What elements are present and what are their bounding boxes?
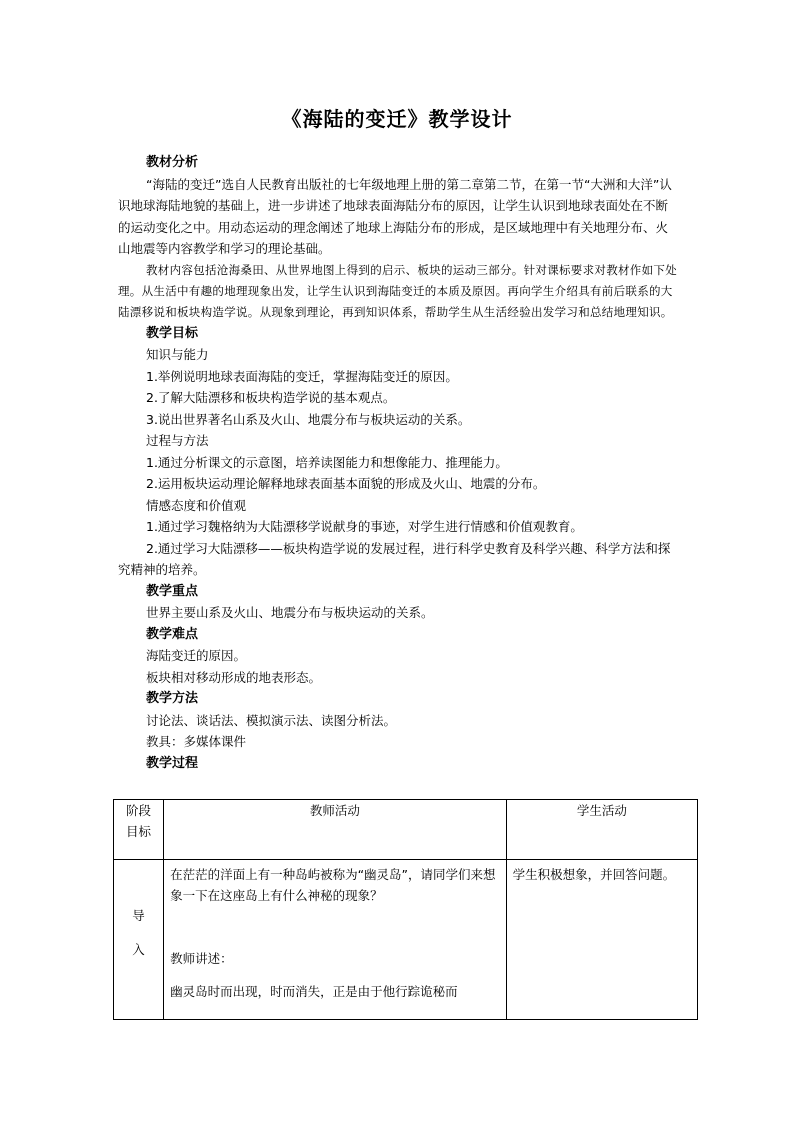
section-heading-methods: 教学方法: [146, 691, 199, 706]
goal-knowledge-item: 3.说出世界著名山系及火山、地震分布与板块运动的关系。: [146, 411, 471, 427]
document-body: [118, 152, 678, 774]
table-header-row: [114, 800, 698, 860]
goal-emotion-item: 2.通过学习大陆漂移——板块构造学说的发展过程，进行科学史教育及科学兴趣、科学方法和探究精神的培养。: [118, 540, 671, 577]
section-heading-process: 教学过程: [146, 755, 199, 771]
goal-emotion-item: 1.通过学习魏格纳为大陆漂移学说献身的事迹，对学生进行情感和价值观教育。: [146, 519, 583, 534]
document-title: 《海陆的变迁》教学设计: [281, 107, 513, 131]
student-activity-cell: 学生积极想象，并回答问题。: [506, 860, 697, 1020]
key-points-text: 世界主要山系及火山、地震分布与板块运动的关系。: [146, 605, 434, 620]
stage-char-2: 入: [132, 942, 145, 957]
goal-process-item: 2.运用板块运动理论解释地球表面基本面貌的形成及火山、地震的分布。: [146, 476, 546, 491]
teacher-activity-paragraph: 在茫茫的洋面上有一种岛屿被称为“幽灵岛”，请同学们来想象一下在这座岛上有什么神秘的现象？: [170, 867, 496, 903]
methods-text: 讨论法、谈话法、模拟演示法、读图分析法。: [146, 712, 397, 728]
goal-emotion-label: 情感态度和价值观: [146, 497, 247, 513]
goal-knowledge-item: 2.了解大陆漂移和板块构造学说的基本观点。: [146, 390, 396, 405]
header-student-activity: 学生活动: [506, 800, 697, 860]
stage-char-1: 导: [132, 908, 145, 923]
teacher-activity-cell: [164, 860, 507, 1020]
section-heading-key-points: 教学重点: [146, 583, 199, 599]
header-stage-line-1: 阶段: [126, 803, 152, 818]
teacher-activity-paragraph: 教师讲述：: [170, 951, 233, 966]
goal-knowledge-item: 1.举例说明地球表面海陆的变迁，掌握海陆变迁的原因。: [146, 368, 458, 384]
table-row: [114, 860, 698, 1020]
header-teacher-activity: 教师活动: [164, 800, 507, 860]
section-heading-goals: 教学目标: [146, 325, 199, 341]
section-heading-analysis: 教材分析: [146, 155, 199, 170]
header-stage-line-2: 目标: [126, 824, 152, 839]
difficulty-item: 海陆变迁的原因。: [146, 648, 247, 663]
section-heading-difficulties: 教学难点: [146, 626, 199, 642]
goal-process-label: 过程与方法: [146, 433, 209, 448]
stage-cell: [114, 860, 164, 1020]
teaching-tools-text: 教具：多媒体课件: [146, 734, 247, 749]
teacher-activity-paragraph: 幽灵岛时而出现，时而消失，正是由于他行踪诡秘而: [170, 984, 458, 999]
analysis-paragraph-2: 教材内容包括沧海桑田、从世界地图上得到的启示、板块的运动三部分。针对课标要求对教材作如下处理。从生活中有趣的地理现象出发，让学生认识到海陆变迁的本质及原因。再向学生介绍具有前后联系的大陆漂移说和板块构造学说。从现象到理论，再到知识体系，帮助学生从生活经验出发学习和总结地理知识。: [118, 262, 677, 319]
difficulty-item: 板块相对移动形成的地表形态。: [146, 669, 322, 685]
header-stage: [114, 800, 164, 860]
teaching-process-table: [113, 799, 698, 1020]
goal-process-item: 1.通过分析课文的示意图，培养读图能力和想像能力、推理能力。: [146, 454, 508, 470]
analysis-paragraph-1: “海陆的变迁”选自人民教育出版社的七年级地理上册的第二章第二节，在第一节“大洲和大洋”认识地球海陆地貌的基础上，进一步讲述了地球表面海陆分布的原因，让学生认识到地球表面处在不断的运动变化之中。用动态运动的理念阐述了地球上海陆分布的形成，是区域地理中有关地理分布、火山地震等内容教学和学习的理论基础。: [118, 176, 672, 256]
goal-knowledge-label: 知识与能力: [146, 347, 209, 362]
